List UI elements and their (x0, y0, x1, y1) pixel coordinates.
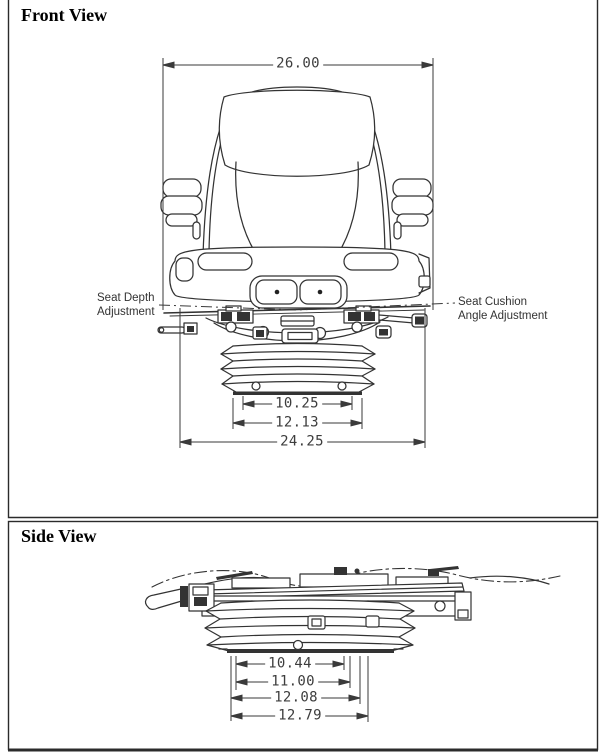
bellows-side (205, 600, 415, 651)
adjustment-lever (146, 584, 214, 611)
callout-seat-depth-adjustment (97, 292, 155, 319)
armrest-left (161, 179, 202, 239)
callout-line: Angle Adjustment (458, 309, 548, 322)
front-view-title: Front View (21, 5, 108, 25)
base-plate-side (227, 649, 394, 653)
dim-mount-width-inner: 10.25 (272, 397, 322, 412)
front-seat-drawing (158, 87, 433, 395)
headrest (219, 90, 375, 176)
callout-line: Seat Depth (97, 292, 155, 304)
dim-side-3: 12.08 (271, 691, 321, 706)
callout-line: Adjustment (97, 305, 155, 318)
dim-seat-width: 24.25 (277, 435, 327, 450)
dim-side-4: 12.79 (275, 709, 325, 724)
dim-base-plate-width: 12.13 (272, 416, 322, 431)
dim-overall-width: 26.00 (273, 57, 323, 72)
base-plate-front (233, 392, 362, 396)
armrest-right (392, 179, 433, 239)
cushion-slot-right (344, 253, 398, 270)
dim-side-2: 11.00 (268, 675, 318, 690)
side-view-title: Side View (21, 526, 97, 546)
cushion-slot-left (198, 253, 252, 270)
callout-seat-cushion-angle-adjustment (458, 296, 548, 323)
side-seat-drawing (146, 566, 560, 653)
dim-side-1: 10.44 (265, 657, 315, 672)
callout-line: Seat Cushion (458, 296, 528, 308)
cushion-center-panel (250, 276, 347, 308)
bellows-front (221, 344, 375, 393)
